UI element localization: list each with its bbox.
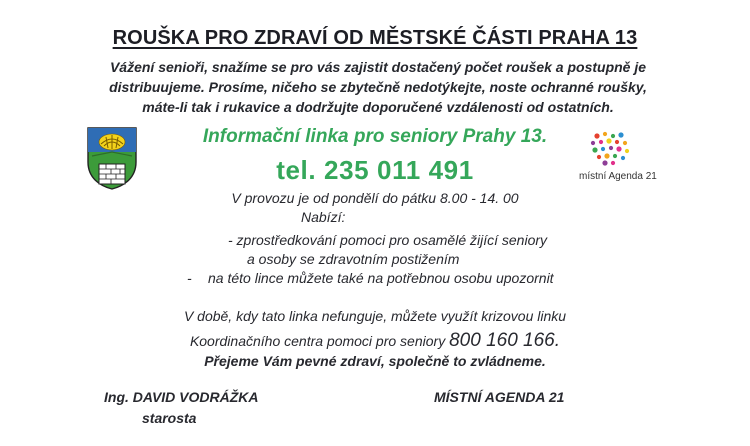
agenda21-dot [597, 155, 601, 159]
agenda21-dot [599, 140, 603, 144]
agenda21-dot [616, 146, 621, 151]
offer-item: na této lince můžete také na potřebnou osobu upozornit [208, 270, 554, 286]
page-title: ROUŠKA PRO ZDRAVÍ OD MĚSTSKÉ ČÁSTI PRAHA 13 [112, 27, 638, 49]
signature-name: Ing. DAVID VODRÁŽKA [104, 389, 259, 405]
agenda21-dot [615, 140, 619, 144]
crisis-line-with-phone [0, 330, 750, 352]
offer-item-continuation: a osoby se zdravotním postižením [247, 251, 460, 267]
intro-line: Vážení senioři, snažíme se pro vás zajistit dostačený počet roušek a postupně je [109, 59, 647, 75]
agenda21-dot [611, 161, 615, 165]
intro-paragraph [88, 57, 668, 117]
closing-wish: Přejeme Vám pevné zdraví, společně to zvládneme. [204, 353, 546, 369]
crisis-line: V době, kdy tato linka nefunguje, můžete využít krizovou linku [183, 308, 567, 324]
offers-label: Nabízí: [301, 209, 346, 225]
agenda21-dot [609, 146, 613, 150]
agenda21-dot [591, 141, 595, 145]
agenda21-dot [594, 133, 599, 138]
agenda21-dot [613, 154, 617, 158]
offer-item: - zprostředkování pomoci pro osamělé žijící seniory [228, 232, 548, 248]
agenda21-dot [621, 156, 625, 160]
signature-role: starosta [142, 410, 197, 426]
agenda21-dot [603, 132, 607, 136]
signature-organization: MÍSTNÍ AGENDA 21 [434, 389, 565, 405]
hours-text: V provozu je od pondělí do pátku 8.00 - 14. 00 [231, 190, 519, 206]
agenda21-dot [611, 134, 615, 138]
crisis-phone-number[interactable]: 800 160 166. [449, 330, 561, 351]
agenda21-dot [601, 147, 605, 151]
agenda21-dot [625, 149, 629, 153]
agenda21-dot [623, 141, 627, 145]
info-line-heading: Informační linka pro seniory Prahy 13. [202, 126, 548, 147]
agenda21-dot [606, 138, 611, 143]
agenda21-logo-label: místní Agenda 21 [579, 171, 657, 182]
agenda21-dot [592, 147, 597, 152]
phone-number[interactable]: tel. 235 011 491 [276, 155, 474, 185]
agenda21-dot [602, 160, 607, 165]
crisis-line-text: Koordinačního centra pomoci pro seniory [189, 333, 446, 349]
offer-item-bullet: - [187, 270, 192, 286]
intro-line: máte-li tak i rukavice a dodržujte doporučené vzdálenosti od ostatních. [142, 99, 614, 115]
agenda21-dot [604, 153, 609, 158]
agenda21-dot [618, 132, 623, 137]
intro-line: distribuujeme. Prosíme, ničeho se zbytečně nedotýkejte, noste ochranné roušky, [109, 79, 647, 95]
